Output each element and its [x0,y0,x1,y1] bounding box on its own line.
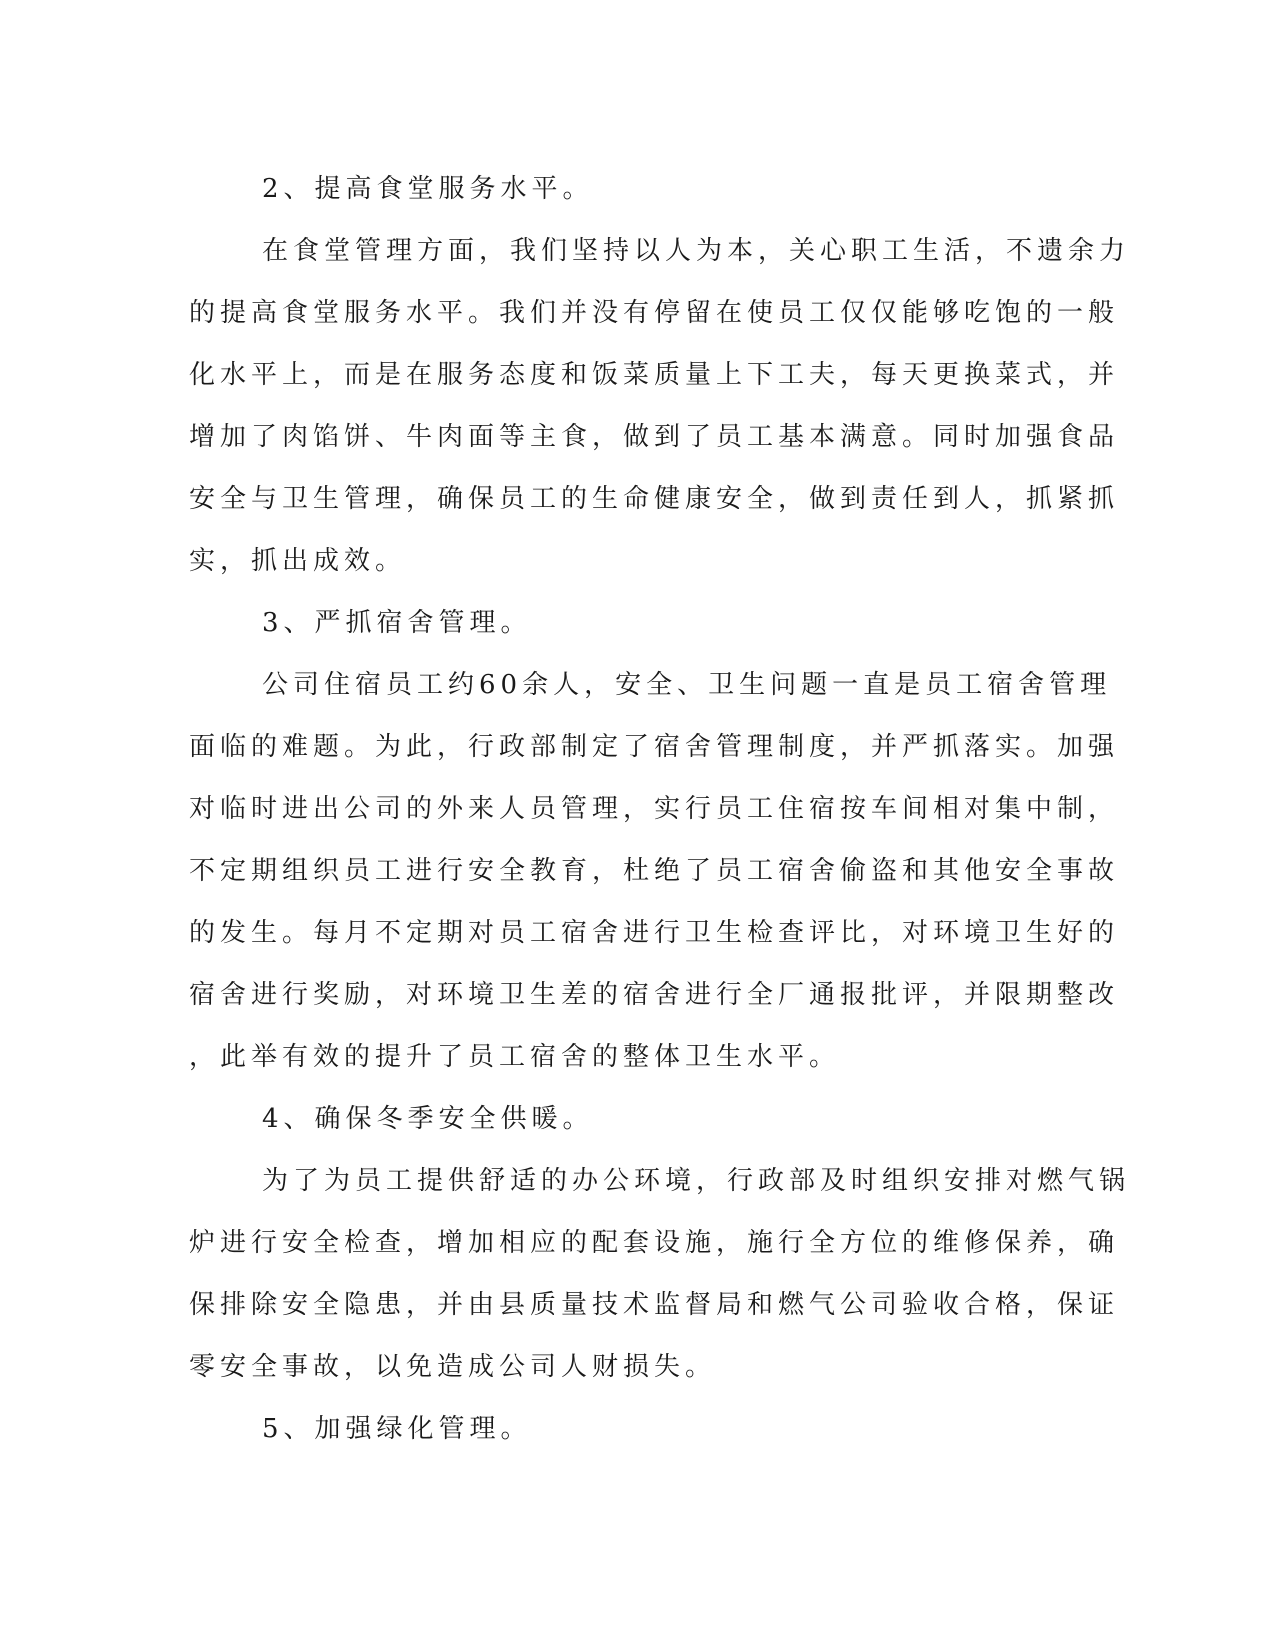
section-heading-heating: 4、确保冬季安全供暖。 [262,1104,594,1134]
paragraph-line: 宿舍进行奖励，对环境卫生差的宿舍进行全厂通报批评，并限期整改 [189,980,1120,1010]
paragraph-line: 实，抓出成效。 [189,546,407,576]
paragraph-line: 炉进行安全检查，增加相应的配套设施，施行全方位的维修保养，确 [189,1228,1120,1258]
paragraph-line: 对临时进出公司的外来人员管理，实行员工住宿按车间相对集中制， [189,794,1120,824]
paragraph-line: 在食堂管理方面，我们坚持以人为本，关心职工生活，不遗余力 [262,236,1131,266]
paragraph-line: 的发生。每月不定期对员工宿舍进行卫生检查评比，对环境卫生好的 [189,918,1120,948]
paragraph-line: ，此举有效的提升了员工宿舍的整体卫生水平。 [189,1042,841,1072]
paragraph-line: 化水平上，而是在服务态度和饭菜质量上下工夫，每天更换菜式，并 [189,360,1120,390]
paragraph-line: 为了为员工提供舒适的办公环境，行政部及时组织安排对燃气锅 [262,1166,1131,1196]
section-heading-canteen: 2、提高食堂服务水平。 [262,174,594,204]
paragraph-line: 不定期组织员工进行安全教育，杜绝了员工宿舍偷盗和其他安全事故 [189,856,1120,886]
paragraph-line: 保排除安全隐患，并由县质量技术监督局和燃气公司验收合格，保证 [189,1290,1120,1320]
section-heading-greening: 5、加强绿化管理。 [262,1414,532,1444]
paragraph-line: 的提高食堂服务水平。我们并没有停留在使员工仅仅能够吃饱的一般 [189,298,1120,328]
paragraph-line: 安全与卫生管理，确保员工的生命健康安全，做到责任到人，抓紧抓 [189,484,1120,514]
paragraph-line: 面临的难题。为此，行政部制定了宿舍管理制度，并严抓落实。加强 [189,732,1120,762]
paragraph-line: 零安全事故，以免造成公司人财损失。 [189,1352,717,1382]
paragraph-line: 公司住宿员工约60余人，安全、卫生问题一直是员工宿舍管理 [262,670,1112,700]
paragraph-line: 增加了肉馅饼、牛肉面等主食，做到了员工基本满意。同时加强食品 [189,422,1120,452]
section-heading-dormitory: 3、严抓宿舍管理。 [262,608,532,638]
